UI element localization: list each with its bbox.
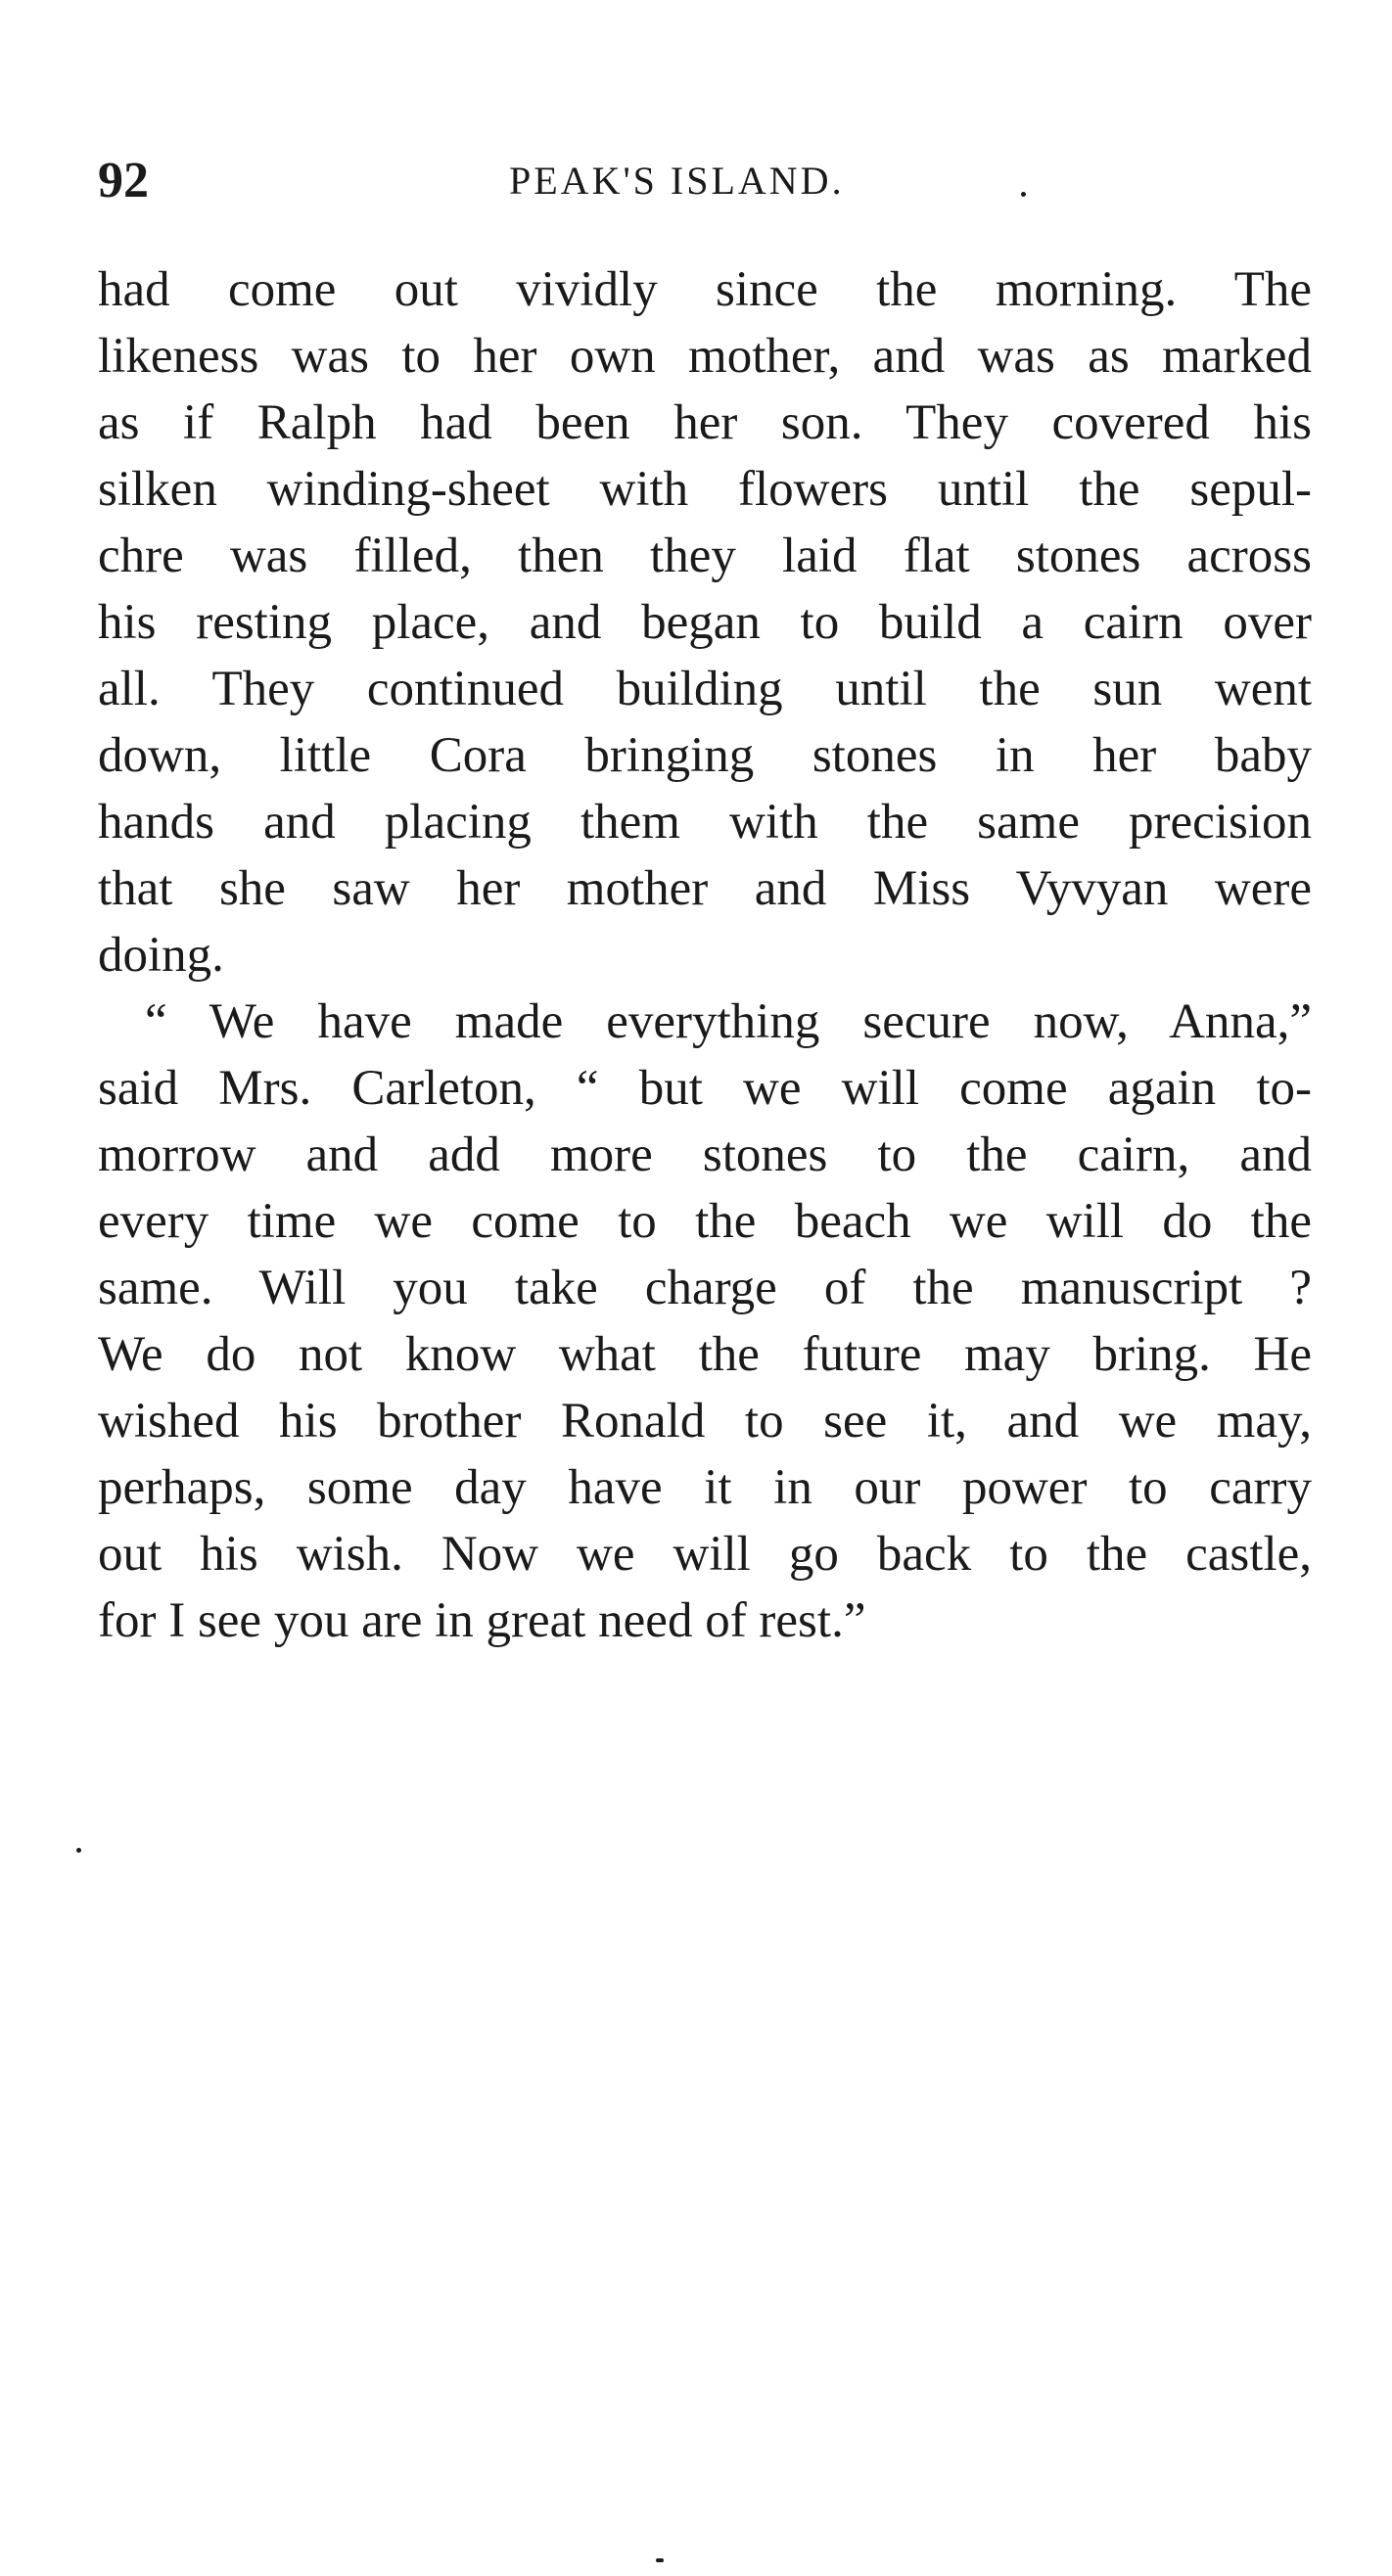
text-line: “ We have made everything secure now, Anna,”	[145, 994, 1312, 1049]
text-line: his resting place, and began to build a cairn over	[98, 595, 1312, 650]
stray-mark	[1021, 192, 1026, 197]
stray-mark	[76, 1848, 81, 1853]
text-line: likeness was to her own mother, and was as marked	[98, 329, 1312, 384]
running-title: PEAK'S ISLAND.	[509, 159, 845, 203]
text-line: hands and placing them with the same precision	[98, 795, 1312, 850]
text-line: same. Will you take charge of the manuscript ?	[98, 1261, 1312, 1315]
text-line: perhaps, some day have it in our power to carry	[98, 1460, 1312, 1515]
text-line: chre was filled, then they laid flat stones across	[98, 529, 1312, 583]
text-line: doing.	[98, 928, 224, 983]
text-line: for I see you are in great need of rest.”	[98, 1593, 866, 1648]
body-text	[98, 256, 1312, 1654]
text-line: that she saw her mother and Miss Vyvyan were	[98, 861, 1312, 916]
text-line: down, little Cora bringing stones in her baby	[98, 728, 1312, 783]
text-line: had come out vividly since the morning. The	[98, 262, 1312, 317]
page-number: 92	[98, 153, 149, 208]
text-line: morrow and add more stones to the cairn, and	[98, 1127, 1312, 1182]
text-line: all. They continued building until the sun went	[98, 662, 1312, 716]
text-line: We do not know what the future may bring. He	[98, 1327, 1312, 1382]
text-line: said Mrs. Carleton, “ but we will come again to-	[98, 1061, 1312, 1116]
text-line: silken winding-sheet with flowers until the sepul-	[98, 462, 1312, 517]
text-line: wished his brother Ronald to see it, and we may,	[98, 1394, 1312, 1449]
running-head	[98, 147, 1312, 215]
text-line: as if Ralph had been her son. They covered his	[98, 395, 1312, 450]
text-line: every time we come to the beach we will do the	[98, 1194, 1312, 1249]
stray-mark	[656, 2558, 664, 2562]
text-line: out his wish. Now we will go back to the castle,	[98, 1527, 1312, 1582]
